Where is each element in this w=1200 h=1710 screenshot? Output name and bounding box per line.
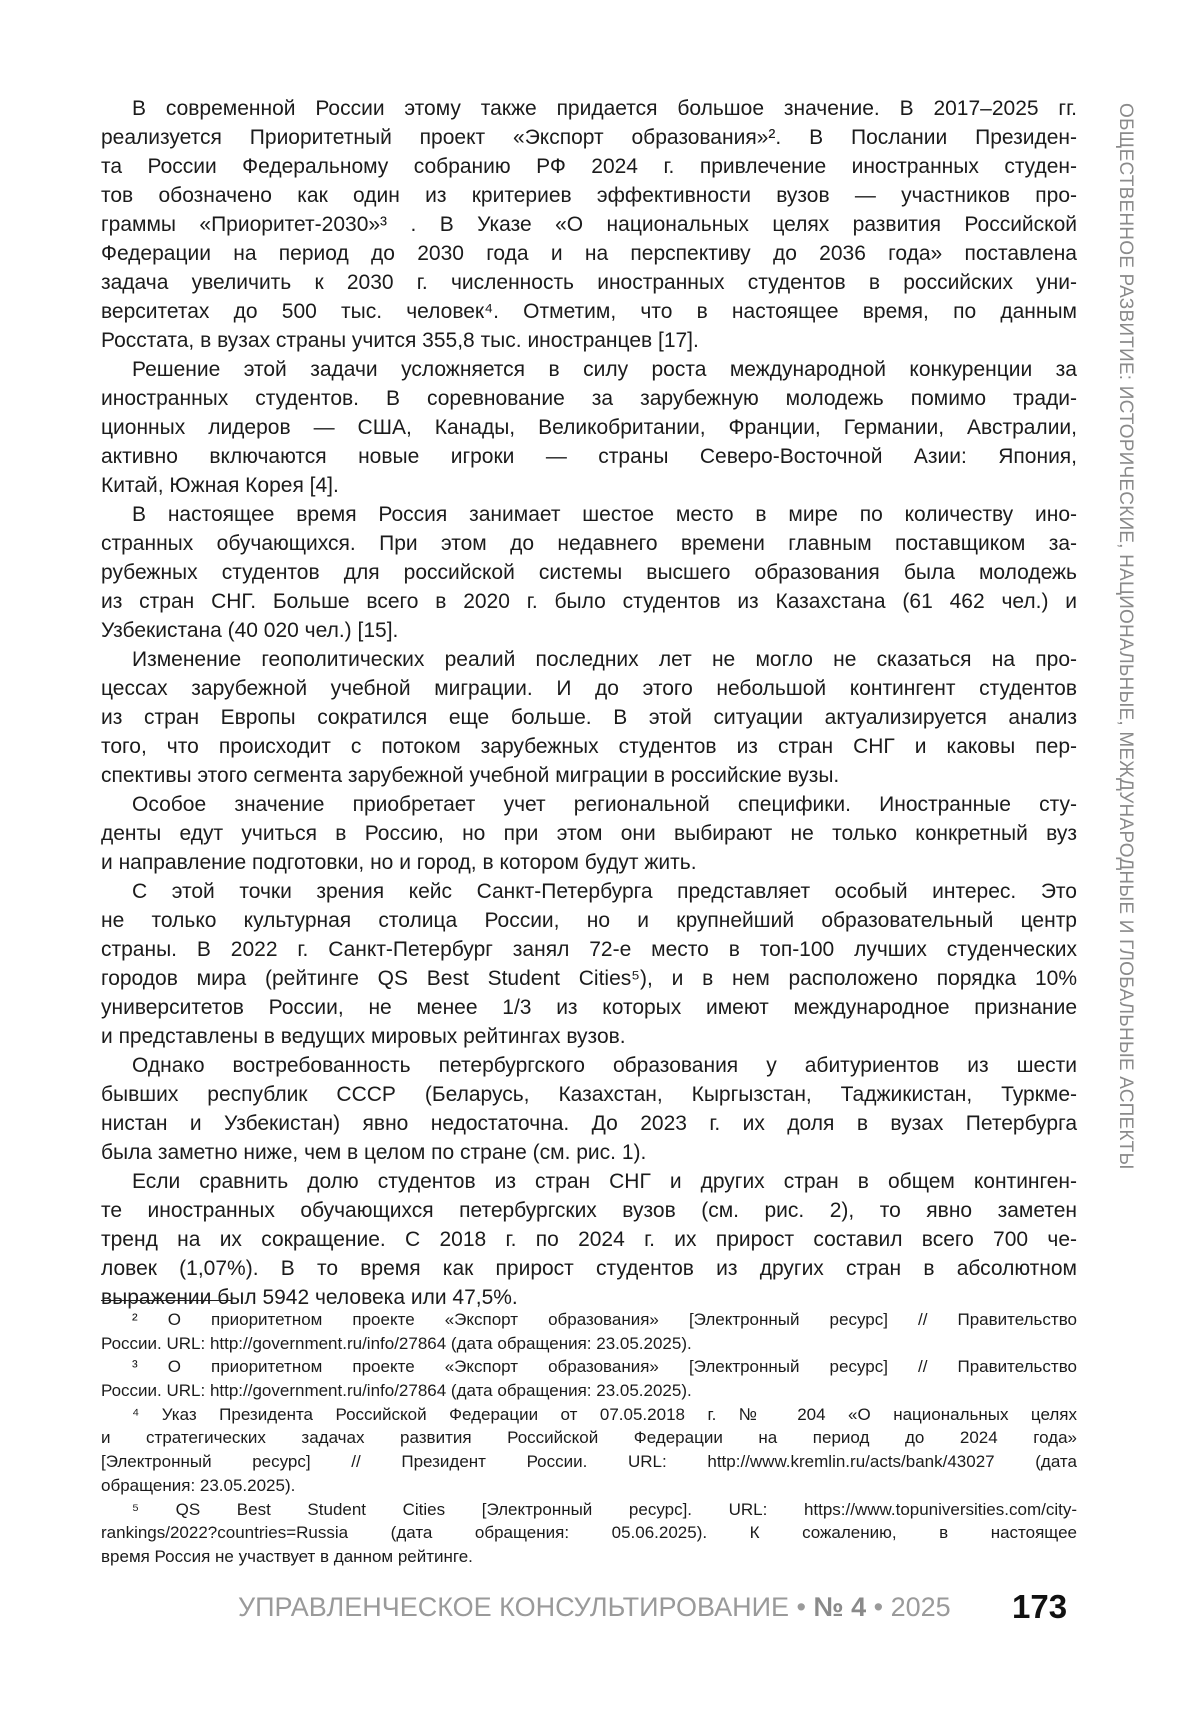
paragraph: [101, 645, 1077, 790]
paragraph: [101, 500, 1077, 645]
journal-title: УПРАВЛЕНЧЕСКОЕ КОНСУЛЬТИРОВАНИЕ: [238, 1592, 790, 1622]
text-line: С этой точки зрения кейс Санкт-Петербурга представляет особый интерес. Это: [132, 880, 1077, 903]
text-line: обращения: 23.05.2025).: [101, 1475, 296, 1495]
text-line: спективы этого сегмента зарубежной учебной миграции в российские вузы.: [101, 764, 840, 787]
text-line: та России Федеральному собранию РФ 2024 г. привлечение иностранных студен-: [101, 155, 1077, 178]
text-line: университетов России, не менее 1/3 из которых имеют международное признание: [101, 996, 1077, 1019]
paragraph: [101, 790, 1077, 877]
paragraph: [101, 1051, 1077, 1167]
text-line: Росстата, в вузах страны учится 355,8 тыс. иностранцев [17].: [101, 329, 699, 352]
footnote: [101, 1308, 1077, 1355]
text-line: и представлены в ведущих мировых рейтингах вузов.: [101, 1025, 626, 1048]
text-line: Однако востребованность петербургского образования у абитуриентов из шести: [132, 1054, 1077, 1077]
footnotes: [101, 1308, 1077, 1569]
text-line: и направление подготовки, но и город, в котором будут жить.: [101, 851, 697, 874]
text-line: активно включаются новые игроки — страны Северо-Восточной Азии: Япония,: [101, 445, 1077, 468]
issue-year: 2025: [890, 1592, 951, 1622]
text-line: была заметно ниже, чем в целом по стране (см. рис. 1).: [101, 1141, 647, 1164]
text-line: те иностранных обучающихся петербургских вузов (см. рис. 2), то явно заметен: [101, 1199, 1077, 1222]
text-line: [Электронный ресурс] // Президент России. URL: http://www.kremlin.ru/acts/bank/43027 (дата: [101, 1452, 1077, 1472]
text-line: Особое значение приобретает учет региональной специфики. Иностранные сту-: [132, 793, 1077, 816]
text-line: В современной России этому также придается большое значение. В 2017–2025 гг.: [132, 97, 1077, 120]
paragraph: [101, 94, 1077, 355]
text-line: В настоящее время Россия занимает шестое место в мире по количеству ино-: [132, 503, 1077, 526]
text-line: ⁴ Указ Президента Российской Федерации от 07.05.2018 г. № 204 «О национальных целях: [132, 1404, 1077, 1424]
text-line: ³ О приоритетном проекте «Экспорт образования» [Электронный ресурс] // Правительство: [132, 1357, 1077, 1377]
text-line: время Россия не участвует в данном рейтинге.: [101, 1546, 473, 1566]
text-line: денты едут учиться в Россию, но при этом они выбирают не только конкретный вуз: [101, 822, 1077, 845]
text-line: граммы «Приоритет-2030»³ . В Указе «О национальных целях развития Российской: [101, 213, 1077, 236]
text-line: rankings/2022?countries=Russia (дата обращения: 05.06.2025). К сожалению, в настоящее: [101, 1523, 1077, 1543]
text-line: Китай, Южная Корея [4].: [101, 474, 339, 497]
text-line: России. URL: http://government.ru/info/27864 (дата обращения: 23.05.2025).: [101, 1381, 692, 1401]
paragraph: [101, 355, 1077, 500]
text-line: реализуется Приоритетный проект «Экспорт образования»². В Послании Президен-: [101, 126, 1077, 149]
text-line: городов мира (рейтинге QS Best Student Cities⁵), и в нем расположено порядка 10%: [101, 967, 1077, 990]
footnote: [101, 1498, 1077, 1569]
text-line: задача увеличить к 2030 г. численность иностранных студентов в российских уни-: [101, 271, 1077, 294]
text-line: нистан и Узбекистан) явно недостаточна. До 2023 г. их доля в вузах Петербурга: [101, 1112, 1077, 1135]
text-line: Решение этой задачи усложняется в силу роста международной конкуренции за: [132, 358, 1077, 381]
text-line: рубежных студентов для российской системы высшего образования была молодежь: [101, 561, 1077, 584]
text-line: выражении был 5942 человека или 47,5%.: [101, 1286, 518, 1309]
article-body: [101, 94, 1077, 1312]
text-line: верситетах до 500 тыс. человек⁴. Отметим, что в настоящее время, по данным: [101, 300, 1077, 323]
text-line: ⁵ QS Best Student Cities [Электронный ресурс]. URL: https://www.topuniversities.com/city-: [132, 1499, 1077, 1519]
text-line: Если сравнить долю студентов из стран СНГ и других стран в общем континген-: [132, 1170, 1077, 1193]
text-line: цессах зарубежной учебной миграции. И до этого небольшой контингент студентов: [101, 677, 1077, 700]
paragraph: [101, 877, 1077, 1051]
journal-footer: [238, 1592, 951, 1623]
footnote-separator: [101, 1300, 232, 1301]
text-line: того, что происходит с потоком зарубежных студентов из стран СНГ и каковы пер-: [101, 735, 1077, 758]
text-line: России. URL: http://government.ru/info/27864 (дата обращения: 23.05.2025).: [101, 1333, 692, 1353]
text-line: иностранных студентов. В соревнование за зарубежную молодежь помимо тради-: [101, 387, 1077, 410]
text-line: страны. В 2022 г. Санкт-Петербург занял 72-е место в топ-100 лучших студенческих: [101, 938, 1077, 961]
text-line: не только культурная столица России, но и крупнейший образовательный центр: [101, 909, 1077, 932]
text-line: Федерации на период до 2030 года и на перспективу до 2036 года» поставлена: [101, 242, 1077, 265]
text-line: бывших республик СССР (Беларусь, Казахстан, Кыргызстан, Таджикистан, Туркме-: [101, 1083, 1077, 1106]
page-number: 173: [1012, 1588, 1068, 1625]
text-line: странных обучающихся. При этом до недавнего времени главным поставщиком за-: [101, 532, 1077, 555]
text-line: и стратегических задачах развития Российской Федерации на период до 2024 года»: [101, 1428, 1077, 1448]
text-line: тренд на их сокращение. С 2018 г. по 2024 г. их прирост составил всего 700 че-: [101, 1228, 1077, 1251]
text-line: ² О приоритетном проекте «Экспорт образования» [Электронный ресурс] // Правительство: [132, 1310, 1077, 1329]
separator-dot: •: [796, 1592, 806, 1622]
text-line: ционных лидеров — США, Канады, Великобритании, Франции, Германии, Австралии,: [101, 416, 1077, 439]
running-section-header: ОБЩЕСТВЕННОЕ РАЗВИТИЕ: ИСТОРИЧЕСКИЕ, НАЦИОНАЛЬНЫЕ, МЕЖДУНАРОДНЫЕ И ГЛОБАЛЬНЫЕ АСПЕКТЫ: [1115, 103, 1136, 1170]
issue-number: № 4: [813, 1592, 867, 1622]
text-line: Узбекистана (40 020 чел.) [15].: [101, 619, 399, 642]
footnote: [101, 1355, 1077, 1402]
text-line: ловек (1,07%). В то время как прирост студентов из других стран в абсолютном: [101, 1257, 1077, 1280]
text-line: Изменение геополитических реалий последних лет не могло не сказаться на про-: [132, 648, 1077, 671]
footnote: [101, 1403, 1077, 1498]
text-line: из стран Европы сократился еще больше. В этой ситуации актуализируется анализ: [101, 706, 1077, 729]
separator-dot: •: [873, 1592, 884, 1622]
text-line: тов обозначено как один из критериев эффективности вузов — участников про-: [101, 184, 1077, 207]
text-line: из стран СНГ. Больше всего в 2020 г. было студентов из Казахстана (61 462 чел.) и: [101, 590, 1077, 613]
paragraph: [101, 1167, 1077, 1312]
